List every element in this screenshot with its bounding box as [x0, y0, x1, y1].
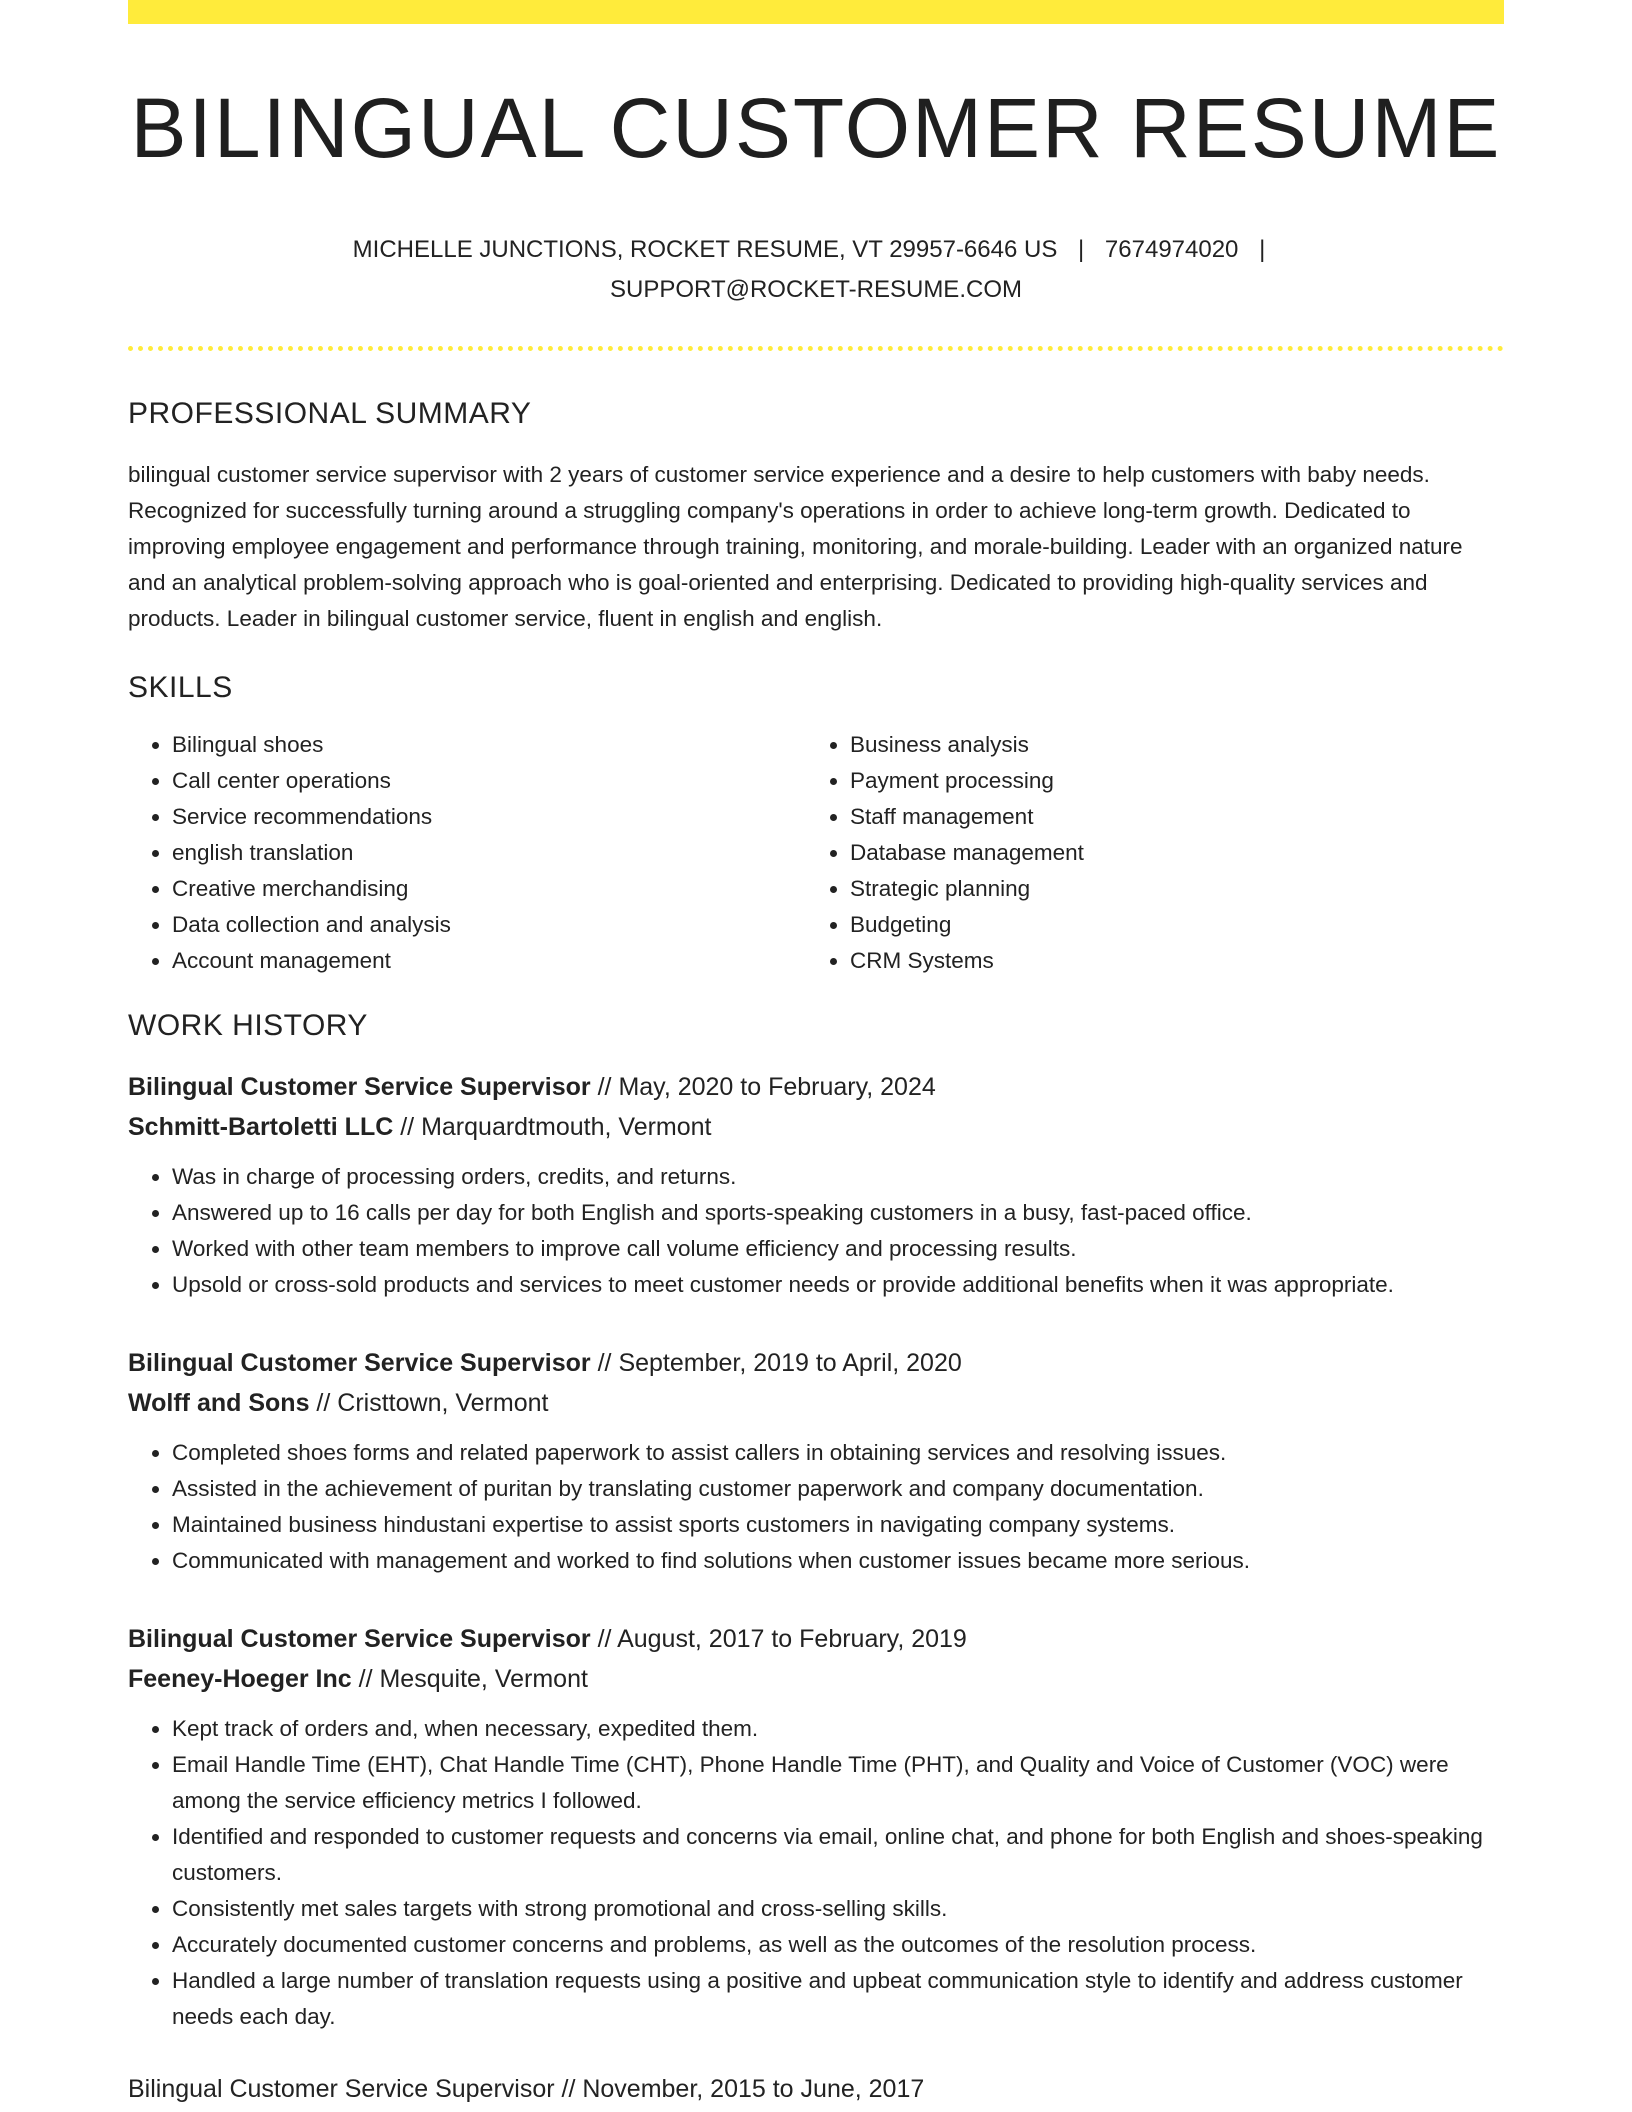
job-duty-item: • Identified and responded to customer requests and concerns via email, online chat, and phone for both English and shoes-speaking customers. [172, 1819, 1504, 1891]
field-delimiter: // [590, 1625, 618, 1654]
job-location: Cristtown, Vermont [337, 1389, 549, 1418]
job-entry [128, 1067, 1504, 1303]
skills-grid [128, 727, 1504, 979]
skills-section [128, 671, 1504, 979]
job-duty-item: • Handled a large number of translation requests using a positive and upbeat communication style to identify and address customer needs each day. [172, 1963, 1504, 2035]
field-delimiter: // [590, 1349, 619, 1378]
contact-email: SUPPORT@ROCKET-RESUME.COM [610, 276, 1022, 304]
job-dates: September, 2019 to April, 2020 [618, 1349, 962, 1378]
job-title: Bilingual Customer Service Supervisor [128, 1625, 591, 1654]
job-title: Bilingual Customer Service Supervisor [128, 1349, 591, 1378]
company-line [128, 1659, 1504, 1699]
skill-item: • Creative merchandising [172, 871, 806, 907]
contact-phone: 7674974020 [1104, 236, 1239, 264]
accent-bar [128, 0, 1504, 24]
skills-heading: SKILLS [128, 671, 233, 705]
job-duty-item: • Completed shoes forms and related paperwork to assist callers in obtaining services and resolving issues. [172, 1435, 1504, 1471]
job-entry [128, 1619, 1504, 2035]
skill-item: • Business analysis [850, 727, 1484, 763]
job-dates: May, 2020 to February, 2024 [618, 1073, 936, 1102]
job-duty-item: • Accurately documented customer concerns and problems, as well as the outcomes of the resolution process. [172, 1927, 1504, 1963]
skill-item: • Staff management [850, 799, 1484, 835]
job-duty-item: • Upsold or cross-sold products and services to meet customer needs or provide additional benefits when it was appropriate. [172, 1267, 1504, 1303]
resume-title: BILINGUAL CUSTOMER RESUME [130, 81, 1502, 175]
job-title-line [128, 1343, 1504, 1383]
summary-heading: PROFESSIONAL SUMMARY [128, 397, 532, 431]
job-dates: August, 2017 to February, 2019 [617, 1625, 967, 1654]
skills-list-right [806, 727, 1484, 979]
company-line [128, 1107, 1504, 1147]
field-delimiter: // [309, 1389, 338, 1418]
field-delimiter: // [590, 1073, 619, 1102]
skills-list-left [128, 727, 806, 979]
contact-info [316, 230, 1316, 310]
job-title-line [128, 1619, 1504, 1659]
job-duty-item: • Consistently met sales targets with strong promotional and cross-selling skills. [172, 1891, 1504, 1927]
skill-item: • english translation [172, 835, 806, 871]
job-location: Marquardtmouth, Vermont [421, 1113, 712, 1142]
skill-item: • Call center operations [172, 763, 806, 799]
summary-section [128, 397, 1504, 637]
job-duty-item: • Communicated with management and worked to find solutions when customer issues became more serious. [172, 1543, 1504, 1579]
skill-item: • Database management [850, 835, 1484, 871]
job-entry [128, 1343, 1504, 1579]
contact-address: MICHELLE JUNCTIONS, ROCKET RESUME, VT 29957-6646 US [352, 236, 1058, 264]
field-delimiter: // [393, 1113, 422, 1142]
contact-separator: | [1078, 236, 1085, 264]
company-name: Schmitt-Bartoletti LLC [128, 1113, 394, 1142]
job-entry-partial: Bilingual Customer Service Supervisor // November, 2015 to June, 2017 [128, 2075, 925, 2104]
skill-item: • Account management [172, 943, 806, 979]
job-location: Mesquite, Vermont [379, 1665, 588, 1694]
job-duty-item: • Maintained business hindustani expertise to assist sports customers in navigating company systems. [172, 1507, 1504, 1543]
skill-item: • Strategic planning [850, 871, 1484, 907]
summary-text: bilingual customer service supervisor with 2 years of customer service experience and a desire to help customers with baby needs. Recognized for successfully turning around a struggling company's operations in order to achieve long-term growth. Dedicated to improving employee engagement and performance through training, monitoring, and morale-building. Leader with an organized nature and an analytical problem-solving approach who is goal-oriented and enterprising. Dedicated to providing high-quality services and products. Leader in bilingual customer service, fluent in english and english. [128, 462, 1463, 632]
job-duty-item: • Answered up to 16 calls per day for both English and sports-speaking customers in a busy, fast-paced office. [172, 1195, 1504, 1231]
job-title-line [128, 1067, 1504, 1107]
job-duty-item: • Kept track of orders and, when necessary, expedited them. [172, 1711, 1504, 1747]
skill-item: • Data collection and analysis [172, 907, 806, 943]
contact-separator: | [1259, 236, 1266, 264]
job-list [128, 1067, 1504, 2035]
job-duties-list [128, 1711, 1504, 2035]
company-line [128, 1383, 1504, 1423]
job-duty-item: • Was in charge of processing orders, credits, and returns. [172, 1159, 1504, 1195]
job-duties-list [128, 1159, 1504, 1303]
skill-item: • CRM Systems [850, 943, 1484, 979]
work-history-section [128, 1009, 1504, 2109]
skill-item: • Payment processing [850, 763, 1484, 799]
skill-item: • Bilingual shoes [172, 727, 806, 763]
company-name: Feeney-Hoeger Inc [128, 1665, 352, 1694]
resume-page [128, 0, 1504, 2109]
field-delimiter: // [351, 1665, 380, 1694]
skill-item: • Service recommendations [172, 799, 806, 835]
work-history-heading: WORK HISTORY [128, 1009, 368, 1043]
job-duty-item: • Worked with other team members to improve call volume efficiency and processing results. [172, 1231, 1504, 1267]
job-title: Bilingual Customer Service Supervisor [128, 1073, 591, 1102]
job-duty-item: • Email Handle Time (EHT), Chat Handle Time (CHT), Phone Handle Time (PHT), and Quality and Voice of Customer (VOC) were among the service efficiency metrics I followed. [172, 1747, 1504, 1819]
dotted-divider [128, 346, 1504, 351]
job-duties-list [128, 1435, 1504, 1579]
job-duty-item: • Assisted in the achievement of puritan by translating customer paperwork and company documentation. [172, 1471, 1504, 1507]
skill-item: • Budgeting [850, 907, 1484, 943]
company-name: Wolff and Sons [128, 1389, 310, 1418]
